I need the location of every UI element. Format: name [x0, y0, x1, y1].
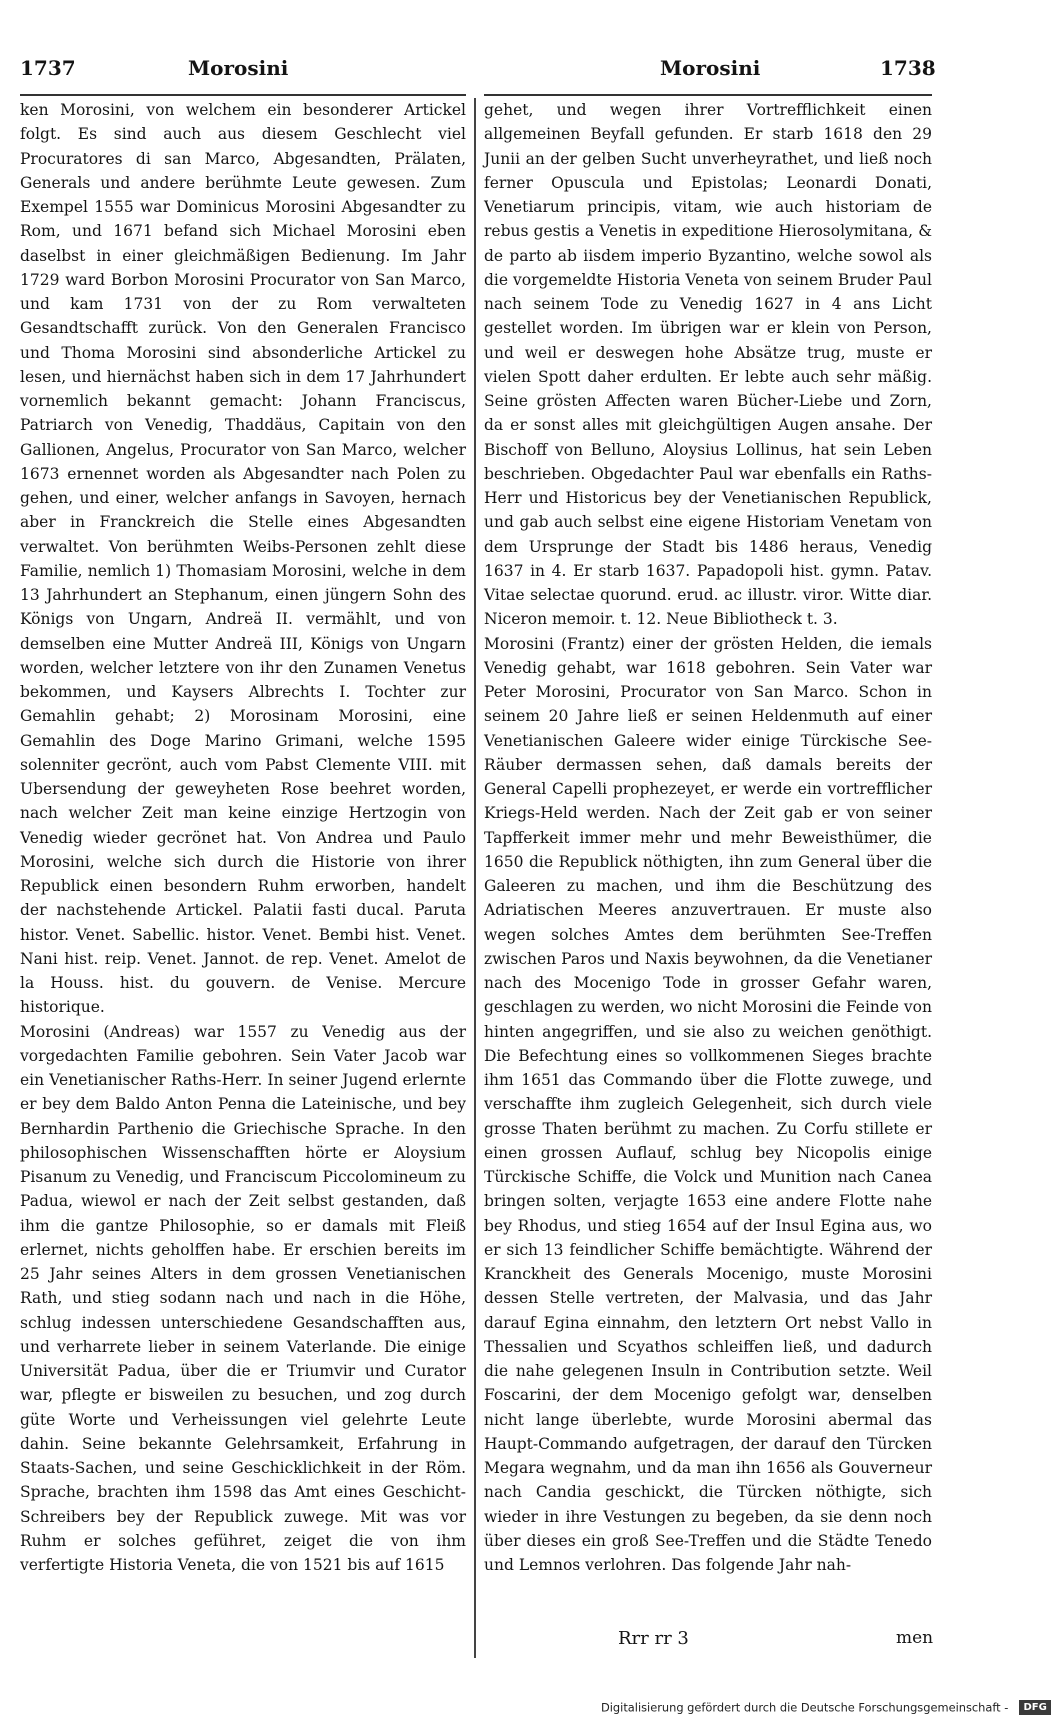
left-column [20, 98, 466, 1577]
entry-morosini-frantz: Morosini (Frantz) einer der grösten Helden, die iemals Venedig gehabt, war 1618 gebohren. Sein Vater war Peter Morosini, Procurator von San Marco. Schon in seinem 20 Jahre ließ er seinen Heldenmuth auf einer Venetianischen Galeere wider einige Türckische See-Räuber dermassen sehen, daß damals bereits der General Capelli prophezeyet, er werde ein vortrefflicher Kriegs-Held werden. Nach der Zeit gab er von seiner Tapfferkeit immer mehr und mehr Beweisthümer, die 1650 die Republick nöthigten, ihn zum General über die Galeeren zu machen, und ihm die Beschützung des Adriatischen Meeres anzuvertrauen. Er muste also wegen solches Amtes dem berühmten See-Treffen zwischen Paros und Naxis beywohnen, da die Venetianer nach des Mocenigo Tode in grosser Gefahr waren, geschlagen zu werden, wo nicht Morosini die Feinde von hinten angegriffen, und sie also zu weichen genöthigt. Die Befechtung eines so vollkommenen Sieges brachte ihm 1651 das Commando über die Flotte zuwege, und verschaffte ihm zugleich Gelegenheit, sich durch viele grosse Thaten berühmt zu machen. Zu Corfu stillete er einen grossen Auflauf, schlug bey Nicopolis einige Türckische Schiffe, die Volck und Munition nach Canea bringen solten, verjagte 1653 eine andere Flotte nahe bey Rhodus, und stieg 1654 auf der Insul Egina aus, wo er sich 13 feindlicher Schiffe bemächtigte. Während der Kranckheit des Generals Mocenigo, muste Morosini dessen Stelle vertreten, der Malvasia, und das Jahr darauf Egina einnahm, den letztern Ort nebst Vallo in Thessalien und Scyathos schleiffen ließ, und dadurch die nahe gelegenen Insuln in Contribution setzte. Weil Foscarini, der dem Mocenigo gefolgt war, denselben nicht lange überlebte, wurde Morosini abermal das Haupt-Commando aufgetragen, der darauf den Türcken Megara wegnahm, und da man ihn 1656 als Gouverneur nach Candia geschickt, die Türcken nöthigte, sich wieder in ihre Vestungen zu begeben, da sie denn noch über dieses ein groß See-Treffen und die Städte Tenedo und Lemnos verlohren. Das folgende Jahr nah- [484, 634, 932, 1574]
entry-morosini-family: ken Morosini, von welchem ein besonderer Artickel folgt. Es sind auch aus diesem Geschlecht viel Procuratores di san Marco, Abgesandten, Prälaten, Generals und andere berühmte Leute gewesen. Zum Exempel 1555 war Dominicus Morosini Abgesandter zu Rom, und 1671 befand sich Michael Morosini eben daselbst in einer gleichmäßigen Bedienung. Im Jahr 1729 ward Borbon Morosini Procurator von San Marco, und kam 1731 von der zu Rom verwalteten Gesandtschafft zurück. Von den Generalen Francisco und Thoma Morosini sind absonderliche Artickel zu lesen, und hiernächst haben sich in dem 17 Jahrhundert vornemlich bekannt gemacht: Johann Franciscus, Patriarch von Venedig, Thaddäus, Capitain von den Gallionen, Angelus, Procurator von San Marco, welcher 1673 ernennet worden als Abgesandter nach Polen zu gehen, und einer, welcher anfangs in Savoyen, hernach aber in Franckreich die Stelle eines Abgesandten verwaltet. Von berühmten Weibs-Personen zehlt diese Familie, nemlich 1) Thomasiam Morosini, welche in dem 13 Jahrhundert an Stephanum, einen jüngern Sohn des Königs von Ungarn, Andreä II. vermählt, und von demselben eine Mutter Andreä III, Königs von Ungarn worden, welcher letztere von ihr den Zunamen Venetus bekommen, und Kaysers Albrechts I. Tochter zur Gemahlin gehabt; 2) Morosinam Morosini, eine Gemahlin des Doge Marino Grimani, welche 1595 solenniter gecrönt, auch vom Pabst Clemente VIII. mit Ubersendung der geweyheten Rose beehret worden, nach welcher Zeit man keine einzige Hertzogin von Venedig wieder gecrönet hat. Von Andrea und Paulo Morosini, welche sich durch die Historie von ihrer Republick einen besondern Ruhm erworben, handelt der nachstehende Artickel. Palatii fasti ducal. Paruta histor. Venet. Sabellic. histor. Venet. Bembi hist. Venet. Nani hist. reip. Venet. Jannot. de rep. Venet. Amelot de la Houss. hist. du gouvern. de Venise. Mercure historique. [20, 101, 466, 1017]
catchword: men [896, 1628, 934, 1648]
header-rule-right [484, 94, 932, 96]
header-rule-left [20, 94, 466, 96]
column-divider [474, 98, 476, 1658]
dfg-logo: DFG [1019, 1700, 1050, 1715]
entry-morosini-andreas: Morosini (Andreas) war 1557 zu Venedig aus der vorgedachten Familie gebohren. Sein Vater Jacob war ein Venetianischer Raths-Herr. In seiner Jugend erlernte er bey dem Baldo Anton Penna die Lateinische, und bey Bernhardin Parthenio die Griechische Sprache. In den philosophischen Wissenschafften hörte er Aloysium Pisanum zu Venedig, und Franciscum Piccolomineum zu Padua, wiewol er nach der Zeit selbst gestanden, daß ihm die gantze Philosophie, so er damals mit Fleiß erlernet, nichts geholffen habe. Er erschien bereits im 25 Jahr seines Alters in dem grossen Venetianischen Rath, und stieg sodann nach und nach in die Höhe, schlug indessen unterschiedene Gesandschafften aus, und verharrete lieber in seinem Vaterlande. Die einige Universität Padua, über die er Triumvir und Curator war, pflegte er bisweilen zu besuchen, und zog durch güte Worte und Verheissungen viel gelehrte Leute dahin. Seine bekannte Gelehrsamkeit, Erfahrung in Staats-Sachen, und seine Geschicklichkeit in der Röm. Sprache, brachten ihm 1598 das Amt eines Geschicht-Schreibers bey der Republick zuwege. Mit was vor Ruhm er solches geführet, zeiget die von ihm verfertigte Historia Veneta, die von 1521 bis auf 1615 [20, 1022, 466, 1574]
signature-mark: Rrr rr 3 [618, 1628, 689, 1649]
entry-morosini-andreas-continued: gehet, und wegen ihrer Vortrefflichkeit einen allgemeinen Beyfall gefunden. Er starb 1618 den 29 Junii an der gelben Sucht unverheyrathet, und ließ noch ferner Opuscula und Epistolas; Leonardi Donati, Venetiarum principis, vitam, wie auch historiam de rebus gestis a Venetis in expeditione Hierosolymitana, & de parto ab iisdem imperio Byzantino, welche sowol als die vorgemeldte Historia Veneta von seinem Bruder Paul nach seinem Tode zu Venedig 1627 in 4 ans Licht gestellet worden. Im übrigen war er klein von Person, und weil er deswegen hohe Absätze trug, muste er vielen Spott daher erdulten. Er lebte auch sehr mäßig. Seine grösten Affecten waren Bücher-Liebe und Zorn, da er sonst alles mit gleichgültigen Augen ansahe. Der Bischoff von Belluno, Aloysius Lollinus, hat sein Leben beschrieben. Obgedachter Paul war ebenfalls ein Raths-Herr und Historicus bey der Venetianischen Republick, und gab auch selbst eine eigene Historiam Venetam von dem Ursprunge der Stadt bis 1486 heraus, Venedig 1637 in 4. Er starb 1637. Papadopoli hist. gymn. Patav. Vitae selectae quorund. erud. ac illustr. viror. Witte diar. Niceron memoir. t. 12. Neue Bibliotheck t. 3. [484, 101, 932, 629]
running-title-right: Morosini [660, 56, 761, 80]
footer-text: Digitalisierung gefördert durch die Deutsche Forschungsgemeinschaft - [601, 1700, 1009, 1715]
page-number-right: 1738 [880, 56, 936, 80]
right-column [484, 98, 932, 1577]
digitization-footer [601, 1697, 1047, 1719]
running-title-left: Morosini [188, 56, 289, 80]
page-number-left: 1737 [20, 56, 76, 80]
